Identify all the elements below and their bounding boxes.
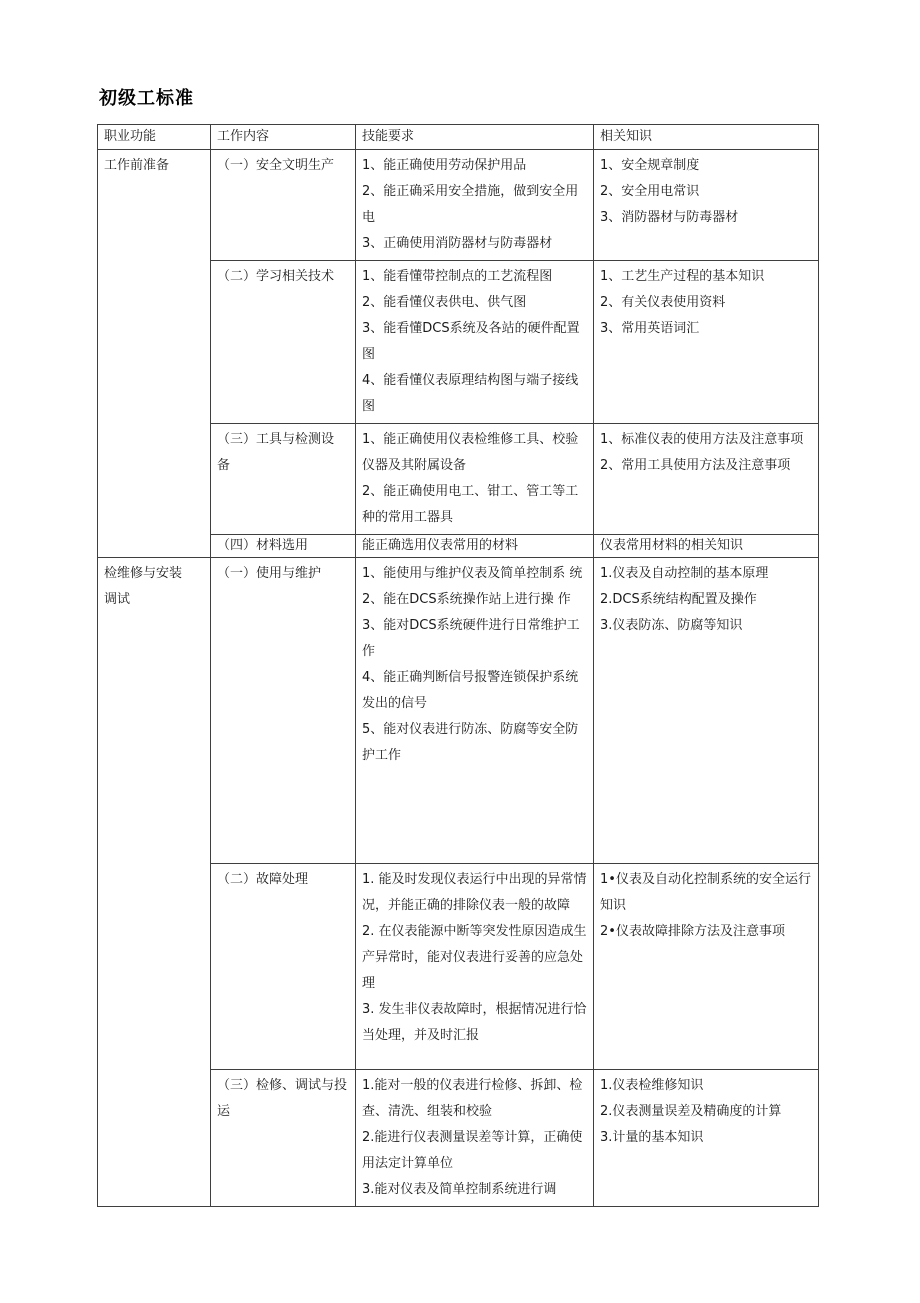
function-cell: 检维修与安装 调试: [98, 558, 211, 1207]
skill-item: 2. 在仪表能源中断等突发性原因造成生产异常时，能对仪表进行妥善的应急处理: [362, 924, 587, 991]
skill-item: 5、能对仪表进行防冻、防腐等安全防护工作: [362, 722, 579, 763]
work-content-label: （一）使用与维护: [217, 566, 322, 581]
work-content-label: （一）安全文明生产: [217, 158, 335, 173]
header-skill-requirements: 技能要求: [356, 125, 594, 150]
knowledge-item: 3.计量的基本知识: [600, 1130, 704, 1145]
knowledge-item: 3.仪表防冻、防腐等知识: [600, 618, 743, 633]
skill-item: 能正确选用仪表常用的材料: [362, 538, 519, 553]
knowledge-item: 1、标准仪表的使用方法及注意事项: [600, 432, 804, 447]
skill-item: 2、能在DCS系统操作站上进行操 作: [362, 592, 571, 607]
skills-cell: [356, 864, 594, 1070]
knowledge-item: 2、有关仪表使用资料: [600, 295, 726, 310]
skill-item: 1. 能及时发现仪表运行中出现的异常情况，并能正确的排除仪表一般的故障: [362, 872, 587, 913]
knowledge-item: 2、安全用电常识: [600, 184, 700, 199]
work-content-label: （二）学习相关技术: [217, 269, 335, 284]
knowledge-cell: [594, 150, 819, 261]
knowledge-cell: [594, 558, 819, 864]
work-content-cell: [211, 535, 356, 558]
knowledge-item: 1.仪表检维修知识: [600, 1078, 704, 1093]
skill-item: 3、能看懂DCS系统及各站的硬件配置图: [362, 321, 580, 362]
skills-cell: [356, 1070, 594, 1207]
skill-item: 3、能对DCS系统硬件进行日常维护工作: [362, 618, 580, 659]
knowledge-item: 3、消防器材与防毒器材: [600, 210, 739, 225]
work-content-label: （四）材料选用: [217, 538, 309, 553]
skill-item: 2、能正确使用电工、钳工、管工等工种的常用工器具: [362, 484, 579, 525]
skill-item: 4、能看懂仪表原理结构图与端子接线图: [362, 373, 579, 414]
table-row: [98, 558, 819, 864]
standard-table: [97, 124, 819, 1207]
skill-item: 1、能正确使用劳动保护用品: [362, 158, 527, 173]
page-title: 初级工标准: [99, 88, 194, 109]
skill-item: 1、能正确使用仪表检维修工具、校验仪器及其附属设备: [362, 432, 579, 473]
header-work-content: 工作内容: [211, 125, 356, 150]
skill-item: 4、能正确判断信号报警连锁保护系统发出的信号: [362, 670, 579, 711]
skill-item: 2.能进行仪表测量误差等计算，正确使用法定计算单位: [362, 1130, 583, 1171]
skill-item: 2、能看懂仪表供电、供气图: [362, 295, 527, 310]
knowledge-item: 1、安全规章制度: [600, 158, 700, 173]
skill-item: 1、能看懂带控制点的工艺流程图: [362, 269, 553, 284]
skills-cell: [356, 150, 594, 261]
knowledge-cell: [594, 864, 819, 1070]
knowledge-cell: [594, 261, 819, 424]
work-content-label: （二）故障处理: [217, 872, 309, 887]
work-content-cell: [211, 864, 356, 1070]
skills-cell: [356, 558, 594, 864]
knowledge-item: 仪表常用材料的相关知识: [600, 538, 744, 553]
work-content-cell: [211, 1070, 356, 1207]
skill-item: 3. 发生非仪表故障时，根据情况进行恰当处理，并及时汇报: [362, 1002, 587, 1043]
function-cell: 工作前准备: [98, 150, 211, 558]
header-occupational-function: 职业功能: [98, 125, 211, 150]
knowledge-cell: [594, 535, 819, 558]
skill-item: 3.能对仪表及简单控制系统进行调: [362, 1182, 557, 1197]
work-content-cell: [211, 150, 356, 261]
skill-item: 3、正确使用消防器材与防毒器材: [362, 236, 553, 251]
skills-cell: [356, 261, 594, 424]
table-row: [98, 150, 819, 261]
skills-cell: [356, 424, 594, 535]
table-header-row: [98, 125, 819, 150]
knowledge-item: 1.仪表及自动控制的基本原理: [600, 566, 769, 581]
knowledge-cell: [594, 424, 819, 535]
work-content-cell: [211, 261, 356, 424]
knowledge-item: 2.仪表测量误差及精确度的计算: [600, 1104, 782, 1119]
work-content-label: （三）检修、调试与投运: [217, 1078, 348, 1119]
skill-item: 1、能使用与维护仪表及简单控制系 统: [362, 566, 583, 581]
knowledge-item: 2•仪表故障排除方法及注意事项: [600, 924, 785, 939]
work-content-cell: [211, 558, 356, 864]
skills-cell: [356, 535, 594, 558]
knowledge-item: 1、工艺生产过程的基本知识: [600, 269, 765, 284]
skill-item: 1.能对一般的仪表进行检修、拆卸、检查、清洗、组装和校验: [362, 1078, 583, 1119]
work-content-cell: [211, 424, 356, 535]
header-related-knowledge: 相关知识: [594, 125, 819, 150]
skill-item: 2、能正确采用安全措施，做到安全用电: [362, 184, 579, 225]
knowledge-item: 2、常用工具使用方法及注意事项: [600, 458, 791, 473]
knowledge-cell: [594, 1070, 819, 1207]
work-content-label: （三）工具与检测设 备: [217, 432, 335, 473]
knowledge-item: 1•仪表及自动化控制系统的安全运行知识: [600, 872, 811, 913]
knowledge-item: 2.DCS系统结构配置及操作: [600, 592, 757, 607]
knowledge-item: 3、常用英语词汇: [600, 321, 700, 336]
